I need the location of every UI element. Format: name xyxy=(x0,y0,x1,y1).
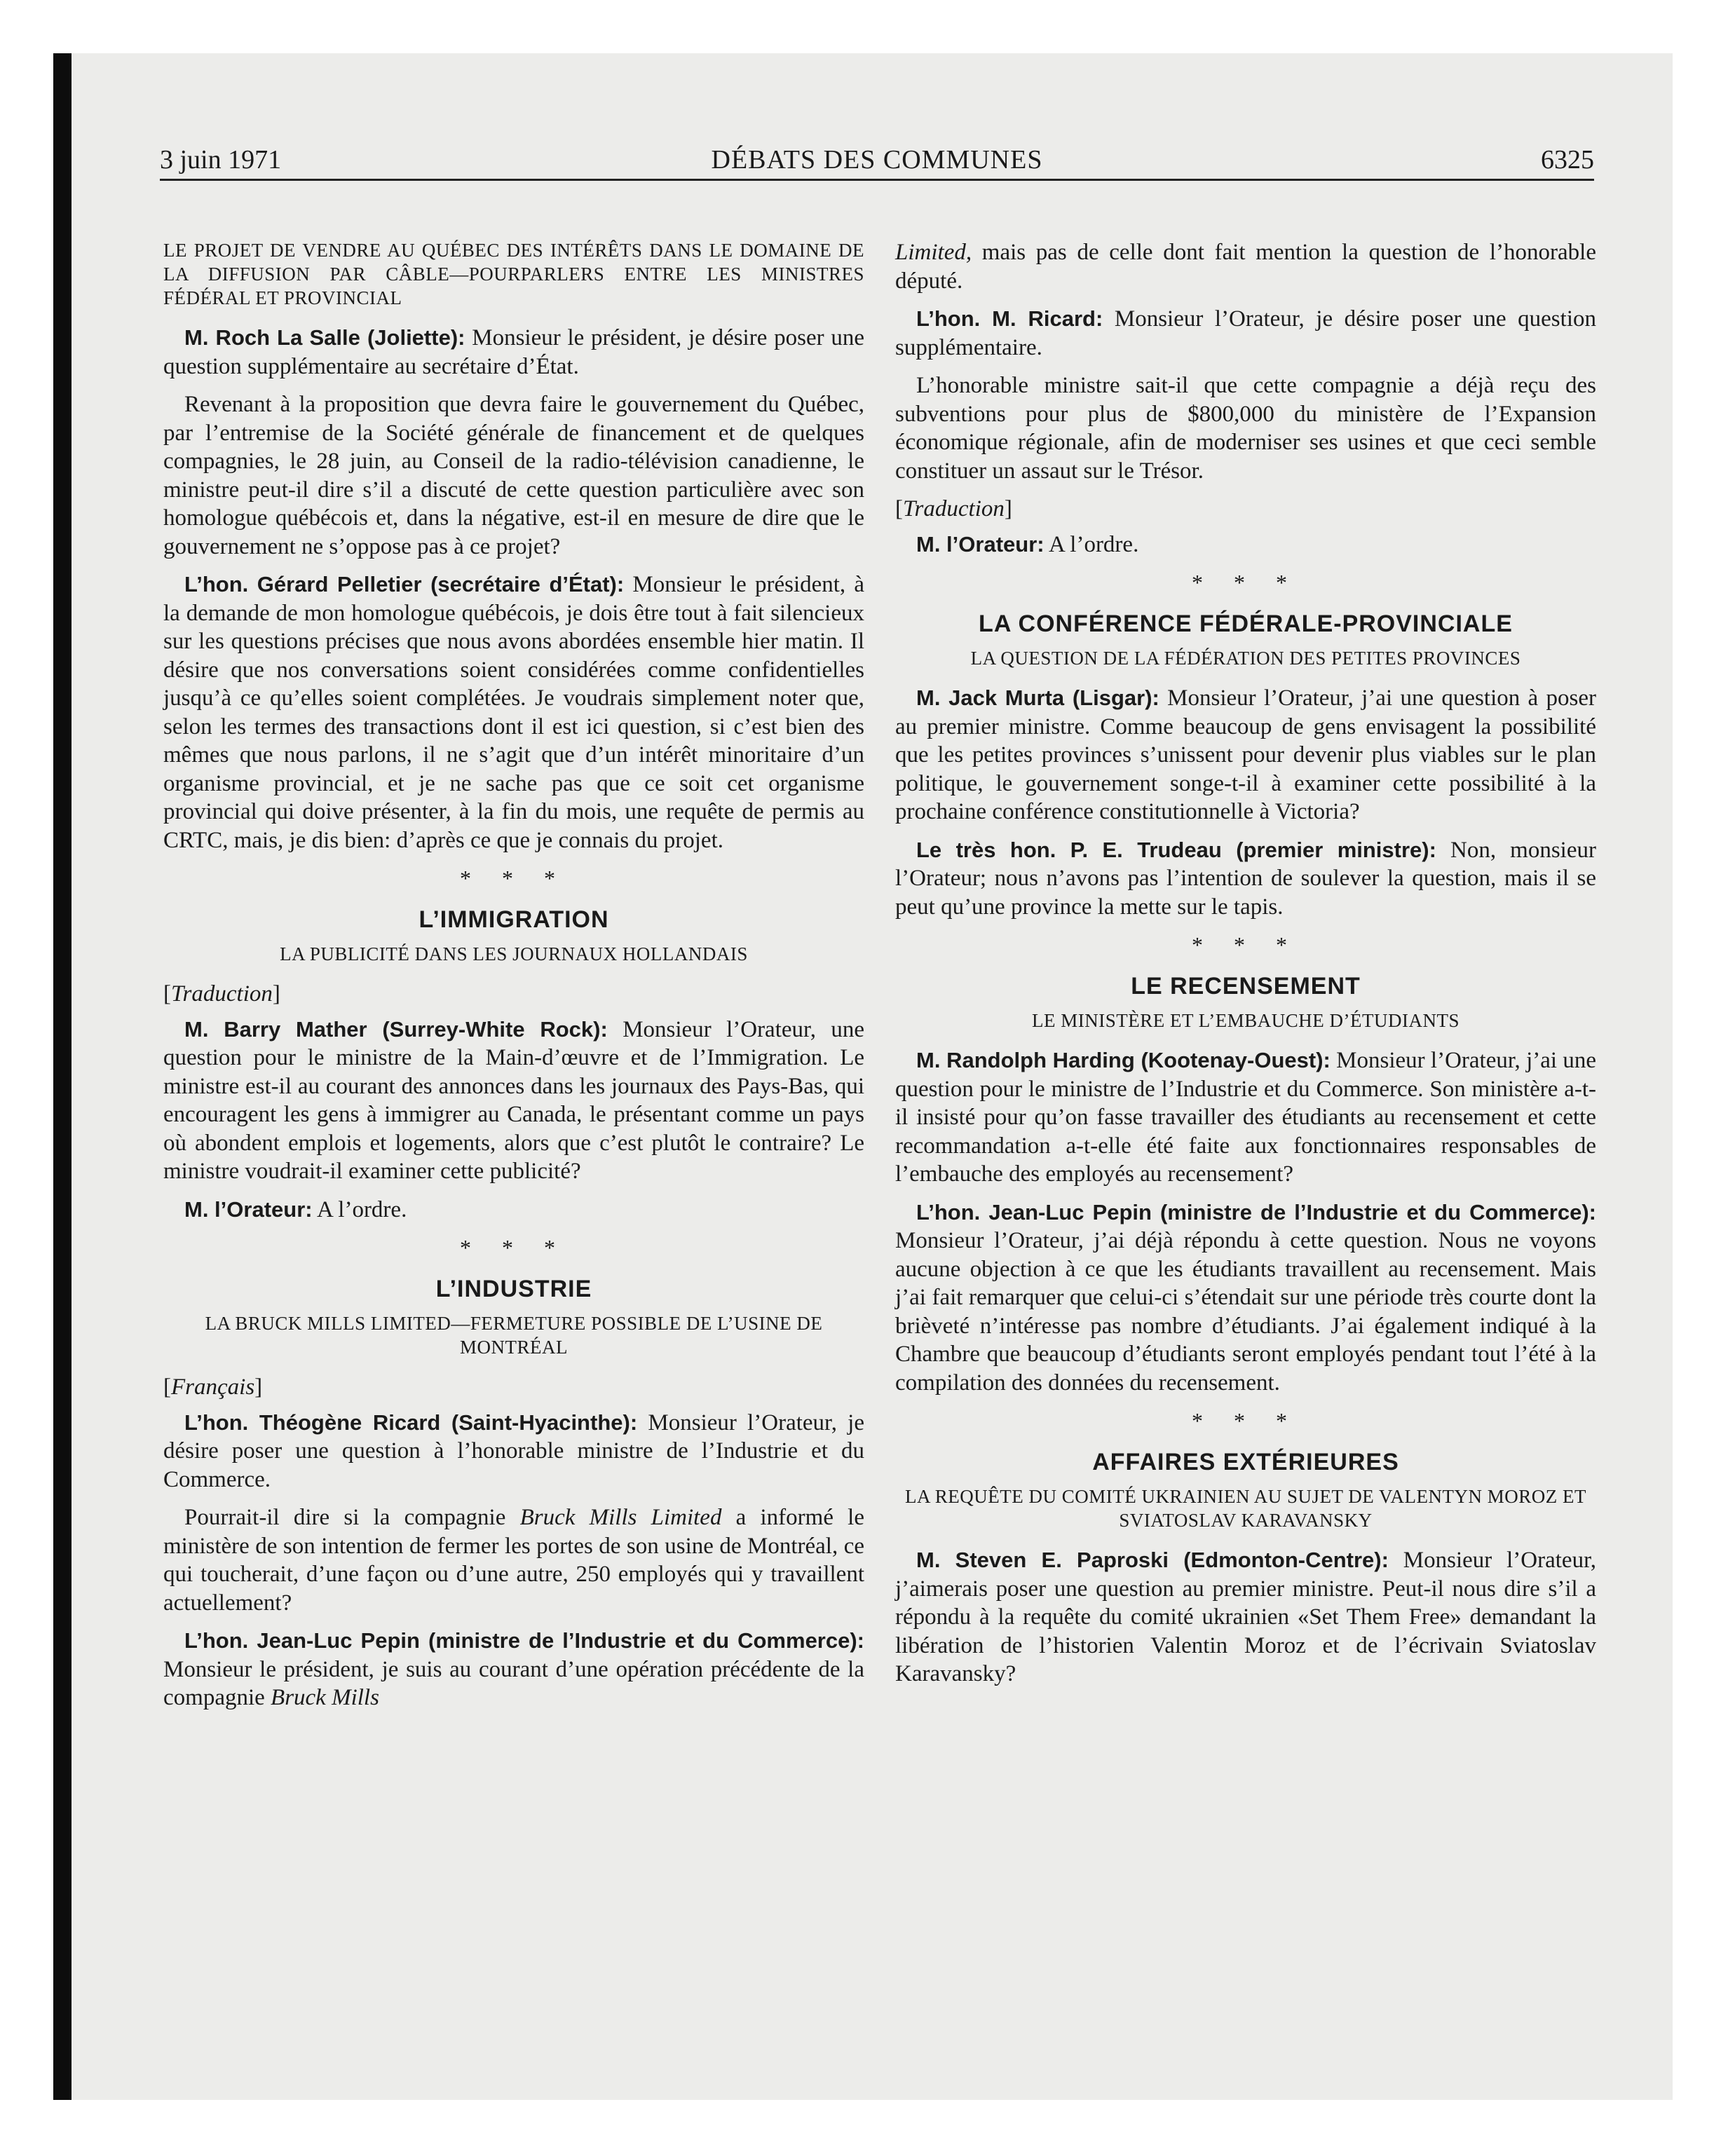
speech-text: Pourrait-il dire si la compagnie xyxy=(184,1505,520,1530)
section-heading: LE RECENSEMENT xyxy=(1131,972,1361,999)
paragraph xyxy=(895,531,1596,559)
speaker-name: L’hon. M. Ricard: xyxy=(916,306,1103,331)
section-separator: * * * xyxy=(1192,570,1300,595)
speaker-name: L’hon. Gérard Pelletier (secrétaire d’État): xyxy=(184,572,625,596)
subheading: LE PROJET DE VENDRE AU QUÉBEC DES INTÉRÊTS DANS LE DOMAINE DE LA DIFFUSION PAR CÂBLE—POURPARLERS ENTRE LES MINISTRES FÉDÉRAL ET PROVINCIAL xyxy=(163,240,864,308)
paragraph: L’honorable ministre sait-il que cette compagnie a déjà reçu des subventions pour plus de $800,000 du ministère de l’Expansion économique régionale, afin de moderniser ses usines et que ceci semble constituer un assaut sur le Trésor. xyxy=(895,373,1596,484)
speech-text: a informé le ministère de son intention de fermer les portes de son usine de Montréal, ce qui toucherait, d’une façon ou d’une autre, 250 employés qui y travaillent actuellement? xyxy=(163,1505,864,1616)
speech-text: Monsieur le président, je suis au courant d’une opération précédente de la compagnie xyxy=(163,1656,864,1710)
speech-text: Monsieur l’Orateur, j’ai une question pour le ministre de l’Industrie et du Commerce. Son ministère a-t-il insisté pour qu’on fasse travailler des étudiants au recensement et cette recommandation a-t-elle été faite aux fonctionnaires responsables de l’embauche des employés au recensement? xyxy=(895,1048,1596,1187)
speaker-name: M. Roch La Salle (Joliette): xyxy=(184,325,465,350)
section-separator: * * * xyxy=(1192,932,1300,957)
speaker-name: M. Jack Murta (Lisgar): xyxy=(916,685,1159,710)
section-heading: LA CONFÉRENCE FÉDÉRALE-PROVINCIALE xyxy=(979,610,1513,637)
speech-text: Monsieur l’Orateur, j’aimerais poser une question au premier ministre. Peut-il nous dire s’il a répondu à la requête du comité ukrainien «Set Them Free» demandant la libération de l’historien Valentin Moroz et de l’écrivain Sviatoslav Karavansky? xyxy=(895,1548,1596,1686)
speech-text: Monsieur l’Orateur, je désire poser une question supplémentaire. xyxy=(895,306,1596,360)
translation-note: [Traduction] xyxy=(163,981,280,1007)
speaker-name: M. l’Orateur: xyxy=(916,531,1045,557)
paragraph xyxy=(895,1199,1596,1398)
paragraph xyxy=(895,1046,1596,1189)
page-number: 6325 xyxy=(1541,145,1594,175)
speech-text: Monsieur l’Orateur, une question pour le ministre de la Main-d’œuvre et de l’Immigration. Le ministre est-il au courant des annonces dans les journaux des Pays-Bas, qui encouragent les gens à immigrer au Canada, le présentant comme un pays où abondent emplois et logements, alors que c’est plutôt le contraire? Le ministre voudrait-il examiner cette publicité? xyxy=(163,1016,864,1184)
speech-text: Monsieur l’Orateur, j’ai une question à poser au premier ministre. Comme beaucoup de gens envisagent la possibilité que les petites provinces s’unissent pour devenir plus viables sur le plan politique, le gouvernement songe-t-il à examiner cette possibilité à la prochaine conférence constitutionnelle à Victoria? xyxy=(895,685,1597,824)
paragraph xyxy=(895,1546,1596,1688)
right-column xyxy=(895,238,1596,1698)
paragraph xyxy=(163,1016,864,1186)
company-name: Bruck Mills xyxy=(271,1685,379,1710)
section-separator: * * * xyxy=(460,1235,568,1260)
speech-text: A l’ordre. xyxy=(1044,531,1139,557)
header-rule xyxy=(160,179,1594,181)
speaker-name: L’hon. Jean-Luc Pepin (ministre de l’Industrie et du Commerce): xyxy=(916,1199,1596,1224)
section-separator: * * * xyxy=(460,866,568,891)
paragraph xyxy=(163,1503,864,1617)
company-name: Bruck Mills Limited xyxy=(519,1505,722,1530)
scan-border xyxy=(53,53,72,2100)
section-separator: * * * xyxy=(1192,1408,1300,1433)
note-text: Français xyxy=(171,1374,255,1400)
speech-text: Non, monsieur l’Orateur; nous n’avons pas l’intention de soulever la question, mais il se peut qu’une province la mette sur le tapis. xyxy=(895,837,1596,920)
speaker-name: M. l’Orateur: xyxy=(184,1196,313,1222)
speech-text: Monsieur l’Orateur, j’ai déjà répondu à cette question. Nous ne voyons aucune objection à ce que les étudiants travaillent au recensement. Mais j’ai fait remarquer que celui-ci s’étendait sur une période très courte dont la brièveté n’intéresse pas nombre d’étudiants. J’ai également indiqué à la Chambre que beaucoup d’étudiants seront employés pendant tout l’été à la compilation des données du recensement. xyxy=(895,1228,1596,1396)
speech-text: Monsieur le président, je désire poser une question supplémentaire au secrétaire d’État. xyxy=(163,325,864,379)
paragraph xyxy=(895,305,1596,362)
header-title: DÉBATS DES COMMUNES xyxy=(711,145,1043,175)
paragraph: Revenant à la proposition que devra faire le gouvernement du Québec, par l’entremise de la Société générale de financement et de quelques compagnies, le 28 juin, au Conseil de la radio-télévision canadienne, le ministre peut-il dire s’il a discuté de cette question particulière avec son homologue québécois et, dans la négative, est-il en mesure de dire que le gouvernement ne s’oppose pas à ce projet? xyxy=(163,392,864,559)
paragraph xyxy=(895,684,1596,826)
subheading: LA PUBLICITÉ DANS LES JOURNAUX HOLLANDAIS xyxy=(280,943,748,964)
left-column xyxy=(163,238,864,1722)
speech-text: mais pas de celle dont fait mention la question de l’honorable député. xyxy=(895,240,1596,294)
header-date: 3 juin 1971 xyxy=(160,145,282,175)
section-heading: L’IMMIGRATION xyxy=(419,906,609,933)
section-heading: AFFAIRES EXTÉRIEURES xyxy=(1092,1448,1399,1475)
language-note: [Français] xyxy=(163,1374,263,1400)
subheading: LE MINISTÈRE ET L’EMBAUCHE D’ÉTUDIANTS xyxy=(1032,1010,1460,1031)
paragraph xyxy=(163,324,864,381)
speaker-name: L’hon. Théogène Ricard (Saint-Hyacinthe): xyxy=(184,1410,638,1435)
subheading: LA REQUÊTE DU COMITÉ UKRAINIEN AU SUJET DE VALENTYN MOROZ ET SVIATOSLAV KARAVANSKY xyxy=(905,1486,1586,1531)
note-text: Traduction xyxy=(171,981,273,1007)
paragraph xyxy=(163,571,864,854)
paragraph xyxy=(163,1196,864,1224)
speaker-name: M. Randolph Harding (Kootenay-Ouest): xyxy=(916,1048,1331,1072)
note-text: Traduction xyxy=(903,496,1005,521)
speaker-name: M. Barry Mather (Surrey-White Rock): xyxy=(184,1016,608,1042)
speech-text: A l’ordre. xyxy=(312,1196,407,1222)
speech-text: Monsieur le président, à la demande de mon homologue québécois, je dois être tout à fait silencieux sur les questions précises que nous avons abordées ensemble hier matin. Il désire que nos conversations soient considérées comme confidentielles jusqu’à ce qu’elles soient complétées. Je voudrais simplement noter que, selon les termes des transactions dont il est ici question, si c’est bien des mêmes que nous parlons, il ne s’agit que d’un intérêt minoritaire d’un organisme provincial, et je ne sache pas que ce soit cet organisme provincial qui doive présenter, à la fin du mois, une requête de permis au CRTC, mais, je dis bien: d’après ce que je connais du projet. xyxy=(163,572,864,853)
subheading: LA QUESTION DE LA FÉDÉRATION DES PETITES PROVINCES xyxy=(970,648,1521,669)
subheading: LA BRUCK MILLS LIMITED—FERMETURE POSSIBLE DE L’USINE DE MONTRÉAL xyxy=(205,1313,823,1358)
speaker-name: Le très hon. P. E. Trudeau (premier ministre): xyxy=(916,837,1436,862)
speaker-name: L’hon. Jean-Luc Pepin (ministre de l’Industrie et du Commerce): xyxy=(184,1628,864,1653)
translation-note: [Traduction] xyxy=(895,496,1012,521)
paragraph xyxy=(895,836,1596,922)
paragraph xyxy=(163,1627,864,1712)
section-heading: L’INDUSTRIE xyxy=(435,1275,592,1302)
speaker-name: M. Steven E. Paproski (Edmonton-Centre): xyxy=(916,1548,1389,1572)
paragraph xyxy=(163,1409,864,1494)
speech-text: Monsieur l’Orateur, je désire poser une question à l’honorable ministre de l’Industrie et du Commerce. xyxy=(163,1410,864,1492)
paragraph xyxy=(895,238,1596,295)
company-name: Limited, xyxy=(895,240,972,265)
